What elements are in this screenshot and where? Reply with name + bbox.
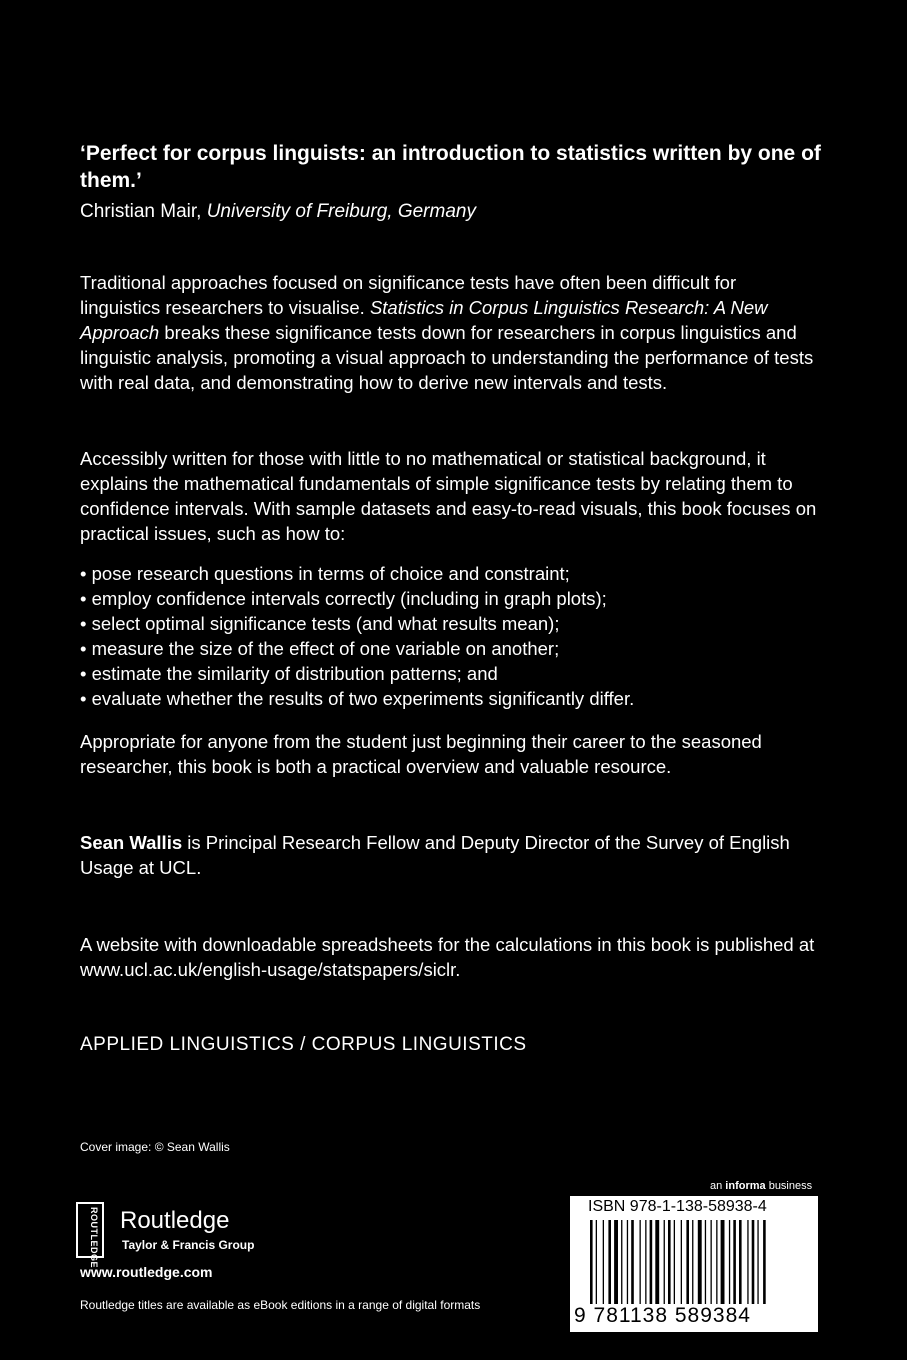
book-title: Statistics in Corpus Linguistics Research: A New Approach: [80, 297, 768, 343]
isbn-label: ISBN 978-1-138-58938-4: [588, 1198, 767, 1215]
cover-credit: Cover image: © Sean Wallis: [80, 1140, 230, 1154]
author-bio-text: is Principal Research Fellow and Deputy Director of the Survey of English Usage at UCL.: [80, 832, 790, 878]
description-paragraph-1: [80, 270, 820, 395]
informa-tagline: [710, 1180, 812, 1192]
publisher-group: Taylor & Francis Group: [122, 1238, 255, 1252]
publisher-name: Routledge: [120, 1207, 230, 1234]
attribution-affiliation: University of Freiburg, Germany: [206, 201, 476, 222]
routledge-logo: [76, 1202, 276, 1269]
list-item: • evaluate whether the results of two experiments significantly differ.: [80, 686, 820, 711]
publisher-website[interactable]: www.routledge.com: [80, 1264, 213, 1280]
isbn-barcode: [570, 1196, 818, 1332]
topic-list: [80, 561, 820, 711]
description-paragraph-2: Accessibly written for those with little to no mathematical or statistical background, it explains the mathematical fundamentals of simple significance tests by relating them to confidence intervals. With sample datasets and easy-to-read visuals, this book focuses on practical issues, such as how to:: [80, 448, 817, 544]
informa-name: informa: [725, 1180, 766, 1192]
subject-category: APPLIED LINGUISTICS / CORPUS LINGUISTICS: [80, 1034, 527, 1055]
list-item: • select optimal significance tests (and what results mean);: [80, 611, 820, 636]
informa-suffix: business: [765, 1180, 813, 1192]
informa-prefix: an: [710, 1180, 726, 1192]
isbn-digits: 9 781138 589384: [574, 1304, 751, 1327]
barcode-icon: [590, 1220, 802, 1306]
endorsement-quote: ‘Perfect for corpus linguists: an introduction to statistics written by one of them.’: [80, 142, 821, 192]
list-item: • employ confidence intervals correctly (including in graph plots);: [80, 586, 820, 611]
list-item: • measure the size of the effect of one variable on another;: [80, 636, 820, 661]
para1-end: breaks these significance tests down for researchers in corpus linguistics and linguistic analysis, promoting a visual approach to understanding the performance of tests with real data, and demonstrating how to derive new intervals and tests.: [80, 322, 814, 393]
author-bio: [80, 830, 820, 880]
description-paragraph-3: Appropriate for anyone from the student just beginning their career to the seasoned researcher, this book is both a practical overview and valuable resource.: [80, 731, 762, 777]
website-note: A website with downloadable spreadsheets for the calculations in this book is published at www.ucl.ac.uk/english-usage/statspapers/siclr.: [80, 934, 815, 980]
list-item: • estimate the similarity of distribution patterns; and: [80, 661, 820, 686]
routledge-mark-icon: [76, 1202, 104, 1269]
list-item: • pose research questions in terms of choice and constraint;: [80, 561, 820, 586]
attribution-name: Christian Mair,: [80, 201, 207, 222]
para1-start: Traditional approaches focused on significance tests have often been difficult for linguistics researchers to visualise.: [80, 272, 737, 318]
logo-mark-text: ROUTLEDGE: [89, 1207, 99, 1269]
ebook-note: Routledge titles are available as eBook editions in a range of digital formats: [80, 1298, 481, 1312]
endorsement-attribution: [80, 200, 476, 224]
author-name: Sean Wallis: [80, 832, 183, 853]
